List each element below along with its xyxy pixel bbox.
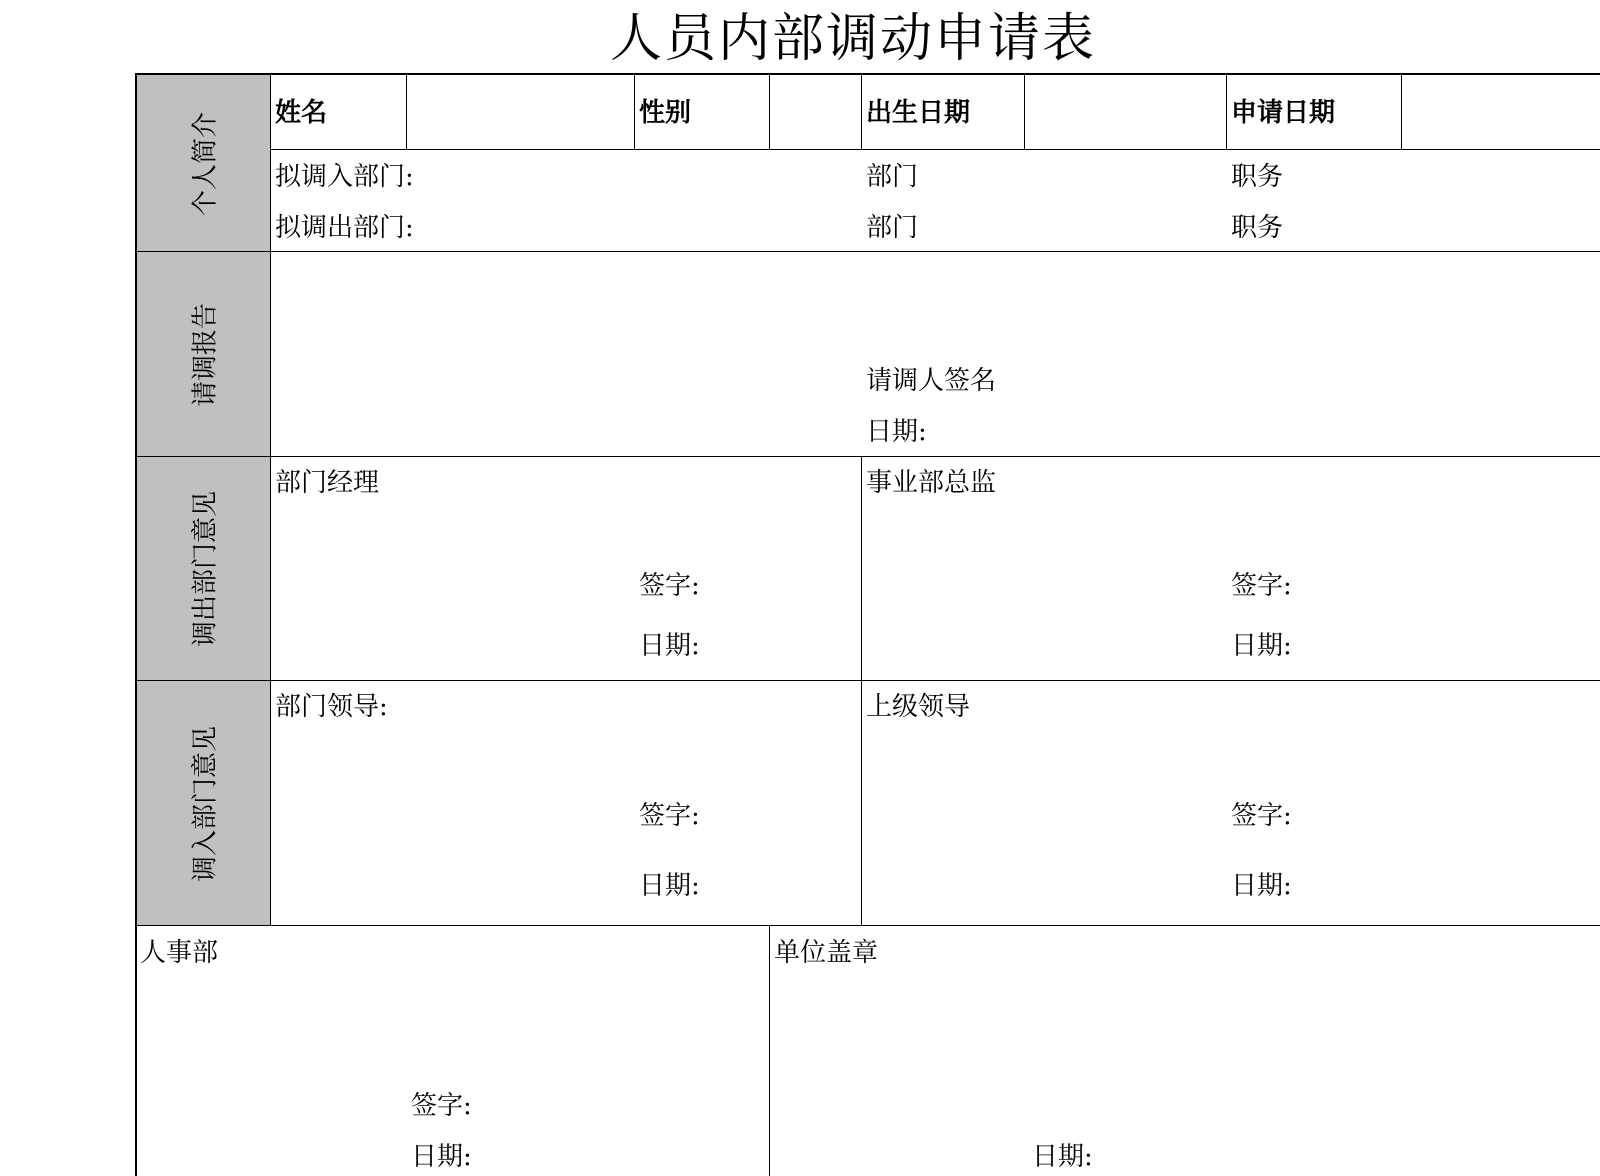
dept-leader-sign-label: 签字: — [639, 801, 700, 831]
superior-leader-date-label: 日期: — [1231, 871, 1292, 901]
superior-leader-label: 上级领导 — [866, 692, 971, 722]
transfer-out-position-label: 职务 — [1231, 213, 1284, 243]
gender-label: 性别 — [639, 98, 692, 128]
section-report-header — [136, 252, 270, 457]
applicant-signature-label: 请调人签名 — [866, 366, 997, 396]
section-personal-label: 个人简介 — [190, 111, 221, 216]
row-divider — [135, 456, 1600, 457]
dept-manager-sign-label: 签字: — [639, 571, 700, 601]
section-out-dept-label: 调出部门意见 — [190, 490, 221, 648]
dept-manager-label: 部门经理 — [275, 468, 380, 498]
column-divider — [769, 925, 770, 1176]
birth-date-label: 出生日期 — [866, 98, 971, 128]
dept-leader-date-label: 日期: — [639, 871, 700, 901]
seal-date-label: 日期: — [1032, 1142, 1093, 1172]
division-director-date-label: 日期: — [1231, 631, 1292, 661]
section-in-dept-label: 调入部门意见 — [190, 725, 221, 882]
section-report-label: 请调报告 — [190, 302, 221, 407]
transfer-in-dept-label: 部门 — [866, 162, 919, 192]
transfer-out-label: 拟调出部门: — [275, 213, 414, 243]
division-director-sign-label: 签字: — [1231, 571, 1292, 601]
column-divider — [769, 73, 770, 149]
column-divider — [1226, 73, 1227, 149]
row-divider — [135, 925, 1600, 926]
row-divider — [135, 251, 1600, 252]
report-date-label: 日期: — [866, 417, 927, 447]
column-divider — [1024, 73, 1025, 149]
table-top-border — [135, 73, 1600, 75]
column-divider — [406, 73, 407, 149]
form-title: 人员内部调动申请表 — [609, 9, 1096, 69]
dept-leader-label: 部门领导: — [275, 692, 388, 722]
dept-manager-date-label: 日期: — [639, 631, 700, 661]
row-divider — [135, 680, 1600, 681]
row-divider — [270, 149, 1600, 150]
section-personal-header — [136, 75, 270, 252]
section-out-dept-header — [136, 457, 270, 681]
company-seal-label: 单位盖章 — [774, 938, 879, 968]
transfer-out-dept-label: 部门 — [866, 213, 919, 243]
column-divider — [861, 456, 862, 925]
column-divider — [861, 73, 862, 149]
transfer-in-label: 拟调入部门: — [275, 162, 414, 192]
superior-leader-sign-label: 签字: — [1231, 801, 1292, 831]
column-divider — [270, 73, 271, 925]
hr-dept-label: 人事部 — [140, 938, 219, 968]
transfer-in-position-label: 职务 — [1231, 162, 1284, 192]
division-director-label: 事业部总监 — [866, 468, 997, 498]
hr-sign-label: 签字: — [411, 1091, 472, 1121]
apply-date-label: 申请日期 — [1231, 98, 1336, 128]
hr-date-label: 日期: — [411, 1142, 472, 1172]
name-label: 姓名 — [275, 98, 328, 128]
column-divider — [634, 73, 635, 149]
table-left-border — [135, 73, 137, 1176]
section-in-dept-header — [136, 681, 270, 926]
column-divider — [1401, 73, 1402, 149]
